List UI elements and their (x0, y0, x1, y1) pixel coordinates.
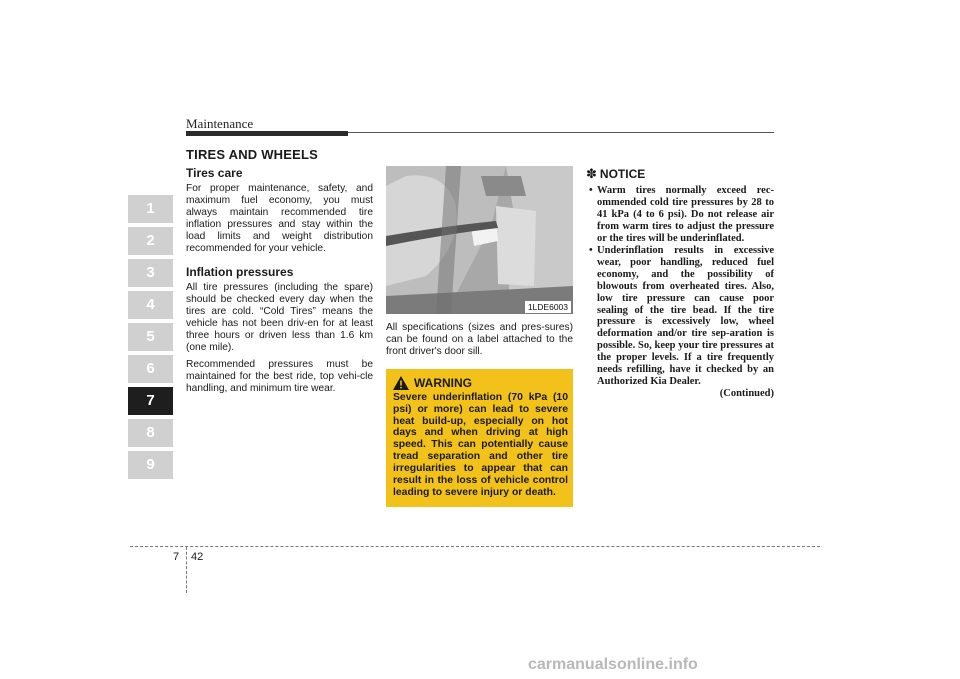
chapter-tab-2[interactable]: 2 (128, 227, 173, 255)
tires-care-heading: Tires care (186, 166, 243, 180)
door-sill-illustration (386, 166, 573, 314)
warning-triangle-icon (393, 376, 409, 390)
warning-header (393, 376, 568, 390)
label-caption: All specifications (sizes and pres-sures) can be found on a label attached to the front driver's door sill. (386, 322, 573, 357)
notice-item-text: Warm tires normally exceed rec-ommended cold tire pressures by 28 to 41 kPa (4 to 6 psi). Do not release air from warm tires to adjust the pressure or the tires will be underinflated. (597, 185, 774, 244)
tires-care-paragraph: For proper maintenance, safety, and maximum fuel economy, you must always maintain recommended tire inflation pressures and stay within the load limits and weight distribution recommended for your vehicle. (186, 183, 373, 254)
column-tires-care (186, 166, 373, 400)
column-notice (586, 166, 774, 399)
header-bar (186, 131, 348, 136)
chapter-tab-8[interactable]: 8 (128, 419, 173, 447)
watermark: carmanualsonline.info (528, 656, 698, 673)
footer-rule (130, 546, 820, 547)
inflation-pressures-heading: Inflation pressures (186, 265, 294, 280)
photo-label: 1LDE6003 (525, 301, 571, 313)
warning-box (386, 369, 573, 507)
chapter-tab-4[interactable]: 4 (128, 291, 173, 319)
chapter-tab-6[interactable]: 6 (128, 355, 173, 383)
chapter-tab-5[interactable]: 5 (128, 323, 173, 351)
notice-list (586, 185, 774, 388)
list-item (586, 185, 774, 245)
notice-title: NOTICE (599, 167, 646, 181)
warning-title: WARNING (414, 375, 472, 390)
notice-star-icon: ✽ (586, 166, 597, 181)
list-item (586, 245, 774, 388)
chapter-tab-7[interactable]: 7 (128, 387, 173, 415)
footer-page-number: 42 (191, 551, 204, 563)
bullet-icon: • (589, 244, 593, 256)
footer-divider (186, 547, 187, 593)
section-title: TIRES AND WHEELS (186, 147, 319, 162)
notice-item-text: Underinflation results in excessive wear, poor handling, reduced fuel economy, and the possibility of blowouts from overheated tires. Also, low tire pressure can cause poor sealing of the tire bead. If the tire pressure is excessively low, wheel deformation and/or tire sep-aration is possible. So, keep your tire pressures at the proper levels. If a tire frequently needs refilling, have it checked by an Authorized Kia Dealer. (597, 244, 774, 388)
chapter-tab-1[interactable]: 1 (128, 195, 173, 223)
bullet-icon: • (589, 185, 593, 196)
chapter-tabs (128, 195, 173, 483)
continued-label: (Continued) (719, 388, 774, 400)
inflation-paragraph-1: All tire pressures (including the spare) should be checked every day when the tires are cold. “Cold Tires” means the vehicle has not been driv-en for at least three hours or driven less than 1.6 km (one mile). (186, 282, 373, 353)
chapter-tab-9[interactable]: 9 (128, 451, 173, 479)
footer-chapter-number: 7 (173, 551, 180, 563)
notice-header (586, 166, 774, 182)
door-sill-photo (386, 166, 573, 314)
warning-text: Severe underinflation (70 kPa (10 psi) or more) can lead to severe heat build-up, especially on hot days and when driving at high speed. This can potentially cause tread separation and other tire irregularities to appear that can result in the loss of vehicle control leading to severe injury or death. (393, 391, 568, 498)
inflation-paragraph-2: Recommended pressures must be maintained for the best ride, top vehi-cle handling, and minimum tire wear. (186, 358, 373, 394)
column-label-warning (386, 166, 573, 507)
chapter-tab-3[interactable]: 3 (128, 259, 173, 287)
header-title: Maintenance (186, 116, 254, 131)
